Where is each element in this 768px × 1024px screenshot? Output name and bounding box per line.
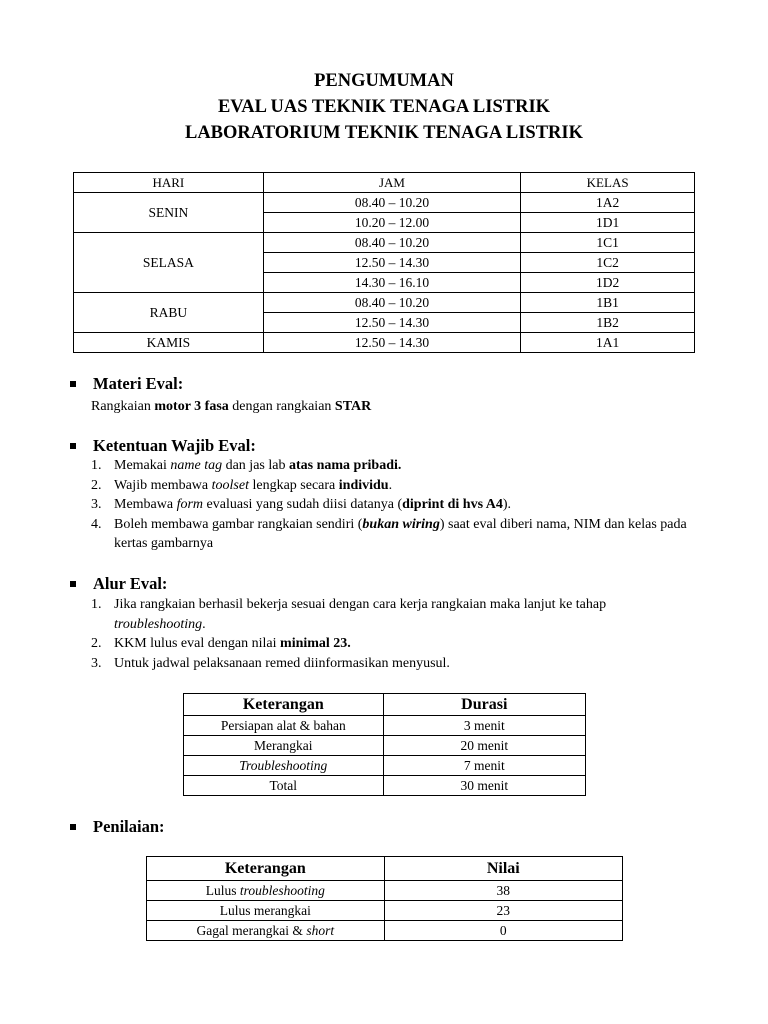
materi-heading-text: Materi Eval: [93, 374, 184, 393]
time-cell: 08.40 – 10.20 [263, 193, 521, 213]
materi-bold-part: motor 3 fasa [154, 399, 229, 414]
list-item [91, 634, 691, 654]
table-row [184, 776, 586, 796]
bullet-icon [70, 381, 76, 387]
schedule-header-row [74, 173, 695, 193]
time-cell: 10.20 – 12.00 [263, 213, 521, 233]
duration-header-row [184, 694, 586, 716]
class-cell: 1B1 [521, 293, 695, 313]
keterangan-cell: Persiapan alat & bahan [184, 716, 384, 736]
day-cell: KAMIS [74, 333, 264, 353]
table-row [74, 233, 695, 253]
duration-table [183, 693, 586, 796]
list-text: Wajib membawa toolset lengkap secara individu. [114, 477, 393, 493]
header-keterangan: Keterangan [184, 694, 384, 716]
list-number: 2. [91, 477, 102, 493]
time-cell: 08.40 – 10.20 [263, 233, 521, 253]
materi-bold-part: STAR [334, 399, 372, 414]
eval-title: EVAL UAS TEKNIK TENAGA LISTRIK [217, 97, 551, 117]
durasi-cell: 20 menit [383, 736, 585, 756]
header-keterangan: Keterangan [147, 857, 385, 881]
list-number: 3. [91, 497, 102, 512]
list-item [91, 595, 691, 634]
ketentuan-heading-text: Ketentuan Wajib Eval: [93, 436, 256, 455]
keterangan-cell: Lulus troubleshooting [147, 881, 385, 901]
day-cell: RABU [74, 293, 264, 333]
announcement-title: PENGUMUMAN [314, 71, 454, 91]
alur-heading [68, 574, 167, 594]
list-item [91, 456, 691, 476]
bullet-icon [70, 824, 76, 830]
alur-list [91, 595, 691, 673]
durasi-cell: 30 menit [383, 776, 585, 796]
class-cell: 1A2 [521, 193, 695, 213]
list-number: 2. [91, 636, 102, 651]
list-text: Jika rangkaian berhasil bekerja sesuai dengan cara kerja rangkaian maka lanjut ke tahap troubleshooting. [114, 597, 607, 632]
durasi-cell: 7 menit [383, 756, 585, 776]
header-hari: HARI [74, 173, 264, 193]
materi-text-part: dengan rangkaian [228, 399, 335, 414]
nilai-cell: 38 [384, 881, 622, 901]
table-row [147, 921, 623, 941]
table-row [74, 293, 695, 313]
lab-title: LABORATORIUM TEKNIK TENAGA LISTRIK [184, 123, 584, 143]
keterangan-cell: Troubleshooting [184, 756, 384, 776]
time-cell: 14.30 – 16.10 [263, 273, 521, 293]
class-cell: 1D1 [521, 213, 695, 233]
list-item [91, 515, 691, 554]
alur-heading-text: Alur Eval: [93, 574, 168, 593]
table-row [147, 901, 623, 921]
score-table [146, 856, 623, 941]
class-cell: 1C1 [521, 233, 695, 253]
score-header-row [147, 857, 623, 881]
list-item [91, 495, 691, 515]
penilaian-heading [68, 817, 165, 837]
header-nilai: Nilai [384, 857, 622, 881]
class-cell: 1A1 [521, 333, 695, 353]
list-item [91, 476, 691, 496]
keterangan-cell: Total [184, 776, 384, 796]
list-item [91, 654, 691, 674]
table-row [184, 716, 586, 736]
time-cell: 12.50 – 14.30 [263, 313, 521, 333]
table-row [184, 736, 586, 756]
table-row [184, 756, 586, 776]
durasi-cell: 3 menit [383, 716, 585, 736]
list-text: Boleh membawa gambar rangkaian sendiri (bukan wiring) saat eval diberi nama, NIM dan kelas pada kertas gambarnya [114, 516, 687, 551]
header-kelas: KELAS [521, 173, 695, 193]
table-row [74, 193, 695, 213]
list-text: Membawa form evaluasi yang sudah diisi datanya (diprint di hvs A4). [114, 497, 512, 512]
day-cell: SELASA [74, 233, 264, 293]
ketentuan-heading [68, 436, 256, 456]
keterangan-cell: Gagal merangkai & short [147, 921, 385, 941]
schedule-table [73, 172, 695, 353]
time-cell: 12.50 – 14.30 [263, 253, 521, 273]
keterangan-cell: Lulus merangkai [147, 901, 385, 921]
time-cell: 12.50 – 14.30 [263, 333, 521, 353]
class-cell: 1B2 [521, 313, 695, 333]
list-number: 3. [91, 655, 102, 671]
penilaian-heading-text: Penilaian: [93, 817, 165, 836]
nilai-cell: 0 [384, 921, 622, 941]
time-cell: 08.40 – 10.20 [263, 293, 521, 313]
table-row [147, 881, 623, 901]
list-number: 1. [91, 597, 102, 612]
list-text: Untuk jadwal pelaksanaan remed diinformasikan menyusul. [114, 655, 450, 671]
class-cell: 1C2 [521, 253, 695, 273]
table-row [74, 333, 695, 353]
materi-text [91, 397, 711, 416]
list-text: Memakai name tag dan jas lab atas nama pribadi. [114, 458, 402, 473]
header-jam: JAM [263, 173, 521, 193]
header-durasi: Durasi [383, 694, 585, 716]
materi-text-part: Rangkaian [91, 399, 155, 414]
bullet-icon [70, 581, 76, 587]
materi-heading [68, 374, 183, 394]
day-cell: SENIN [74, 193, 264, 233]
ketentuan-list [91, 456, 691, 554]
list-text: KKM lulus eval dengan nilai minimal 23. [114, 636, 351, 651]
class-cell: 1D2 [521, 273, 695, 293]
keterangan-cell: Merangkai [184, 736, 384, 756]
nilai-cell: 23 [384, 901, 622, 921]
list-number: 1. [91, 458, 102, 473]
list-number: 4. [91, 516, 102, 532]
bullet-icon [70, 443, 76, 449]
